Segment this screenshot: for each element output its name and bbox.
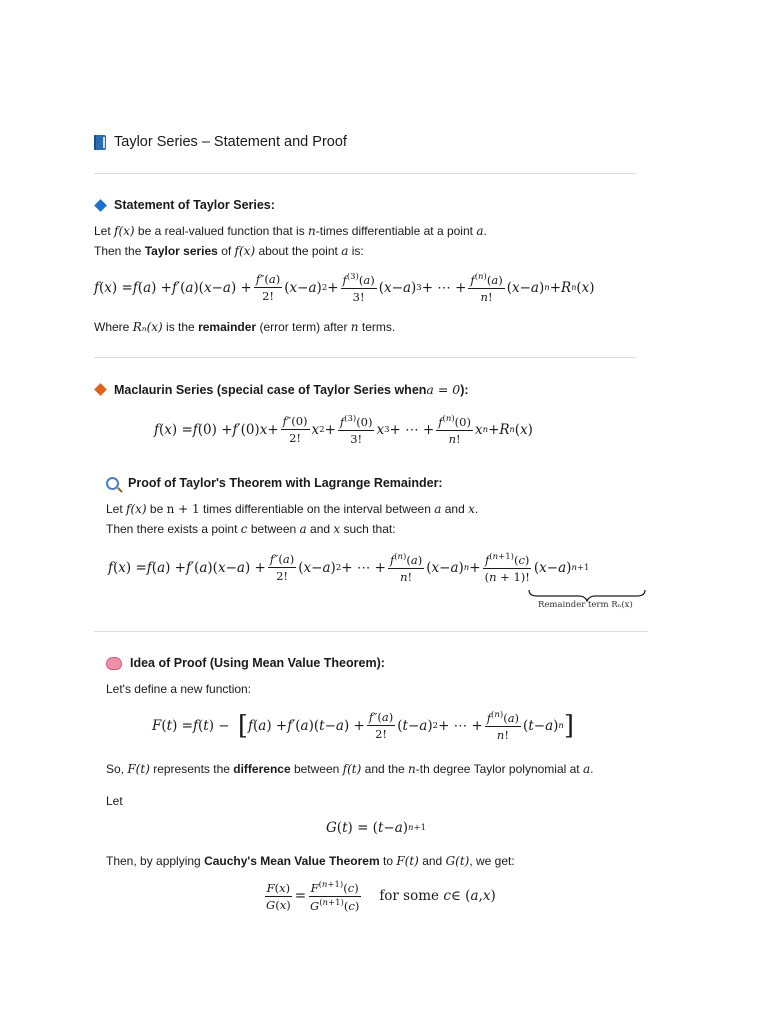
statement-line-1: Let f(x) be a real-valued function that is n-times differentiable at a point a. (94, 224, 487, 238)
magnifier-icon (106, 477, 119, 490)
idea-then-line: Then, by applying Cauchy's Mean Value Theorem to F(t) and G(t), we get: (106, 854, 515, 868)
remainder-term-label: Remainder term Rₙ(x) (538, 600, 633, 610)
F-definition-equation: F ( t ) = f ( t ) − [ f ( a ) + f ′( a )( t − a ) + $\frac{f''(a)}{2!}$ ( t − a ) 2 + ⋯ + $\frac{f^{(n)}(a)}{n!}$ ( t − a ) n ] (152, 710, 575, 742)
maclaurin-equation: f ( x ) = f (0) + f ′(0) x + $\frac{f''(0)}{2!}$ x 2 + $\frac{f^{(3)}(0)}{3!}$ x 3 + ⋯ + $\frac{f^{(n)}(0)}{n!}$ x n + R n ( x ) (154, 414, 533, 446)
proof-line-1: Let f(x) be n + 1 times differentiable on the interval between a and x. (106, 502, 479, 516)
statement-line-2: Then the Taylor series of f(x) about the point a is: (94, 244, 364, 258)
lagrange-equation: f ( x ) = f ( a ) + f ′( a )( x − a ) + $\frac{f''(a)}{2!}$ ( x − a ) 2 + ⋯ + $\frac{f^{(n)}(a)}{n!}$ ( x − a ) n + $\frac{f^{(n+1)}(c)}{(n + 1)!}$ ( x − a ) n+1 (108, 552, 590, 584)
orange-diamond-icon (94, 383, 107, 396)
book-icon (94, 135, 106, 150)
statement-heading-text: Statement of Taylor Series: (114, 198, 275, 212)
G-definition-equation: G ( t ) = ( t − a ) n+1 (326, 820, 427, 836)
divider (94, 173, 636, 174)
cauchy-equation: $\frac{F(x)}{G(x)}$ = $\frac{F^{(n+1)}(c)}{G^{(n+1)}(c)}$ for some c ∈ ( a , x ) (266, 880, 496, 913)
divider (94, 631, 648, 632)
remainder-line: Where Rₙ(x) is the remainder (error term) after n terms. (94, 320, 396, 334)
blue-diamond-icon (94, 199, 107, 212)
statement-heading (94, 198, 275, 212)
proof-heading: Proof of Taylor's Theorem with Lagrange Remainder: (106, 476, 443, 490)
idea-let: Let (106, 794, 123, 808)
maclaurin-heading: Maclaurin Series (special case of Taylor Series when a = 0 ): (94, 382, 469, 397)
proof-line-2: Then there exists a point c between a and x such that: (106, 522, 396, 536)
divider (94, 357, 636, 358)
page-title-text: Taylor Series – Statement and Proof (114, 134, 347, 150)
taylor-series-equation: f ( x ) = f ( a ) + f ′( a )( x − a ) + $\frac{f''(a)}{2!}$ ( x − a ) 2 + $\frac{f^{(3)}(a)}{3!}$ ( x − a ) 3 + ⋯ + $\frac{f^{(n)}(a)}{n!}$ ( x − a ) n + R n ( x ) (94, 272, 595, 304)
page-title (94, 134, 347, 150)
brain-icon (106, 657, 122, 670)
idea-heading: Idea of Proof (Using Mean Value Theorem): (106, 656, 385, 670)
idea-define: Let's define a new function: (106, 682, 252, 696)
idea-so-line: So, F(t) represents the difference between f(t) and the n-th degree Taylor polynomial at a. (106, 762, 594, 776)
